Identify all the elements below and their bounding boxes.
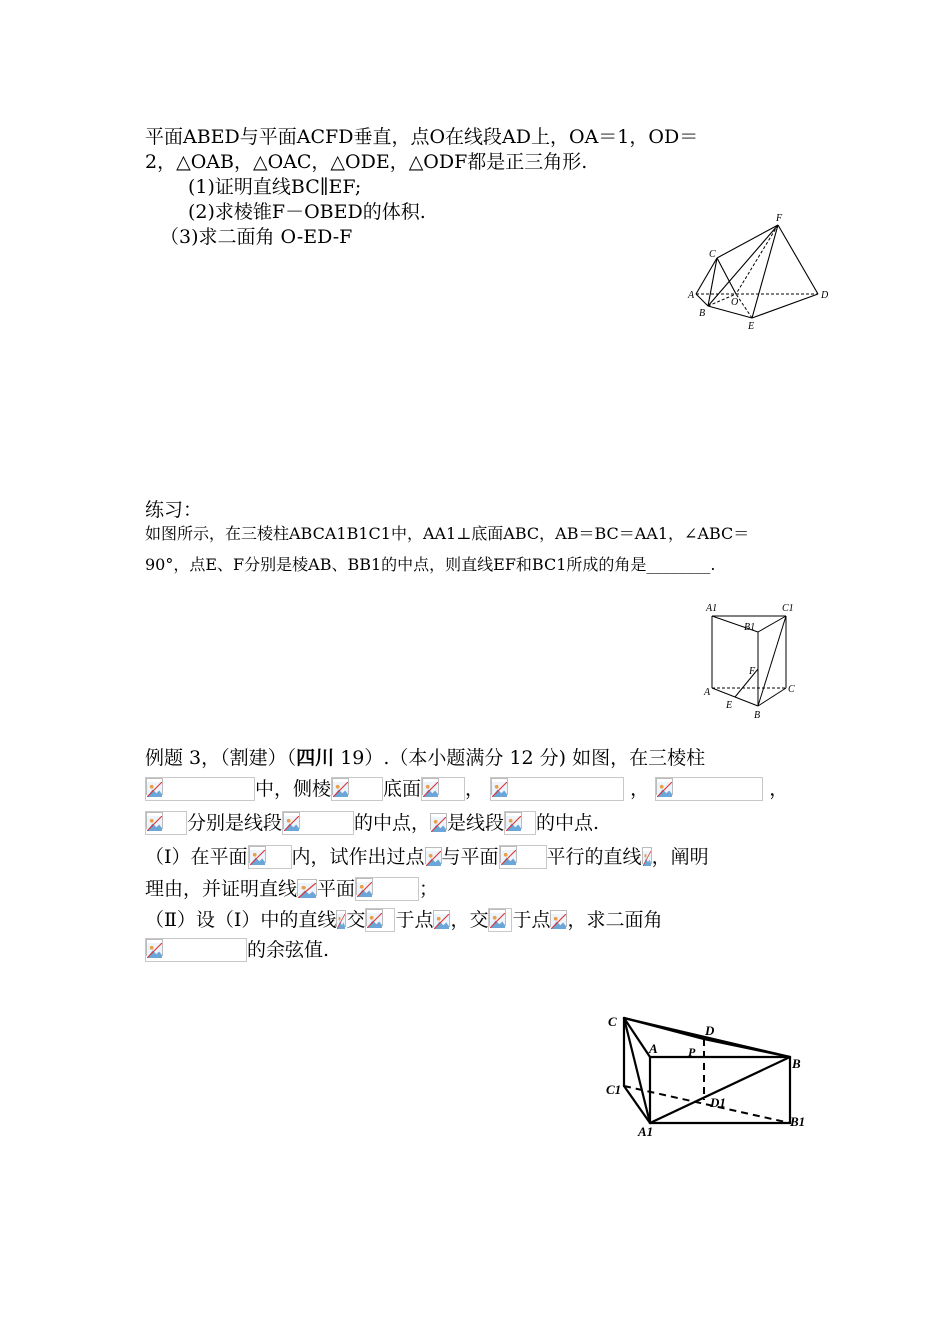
- example3-source: 四川: [296, 747, 335, 769]
- problem1-line1: 平面ABED与平面ACFD垂直，点O在线段AD上，OA＝1，OD＝: [145, 126, 699, 148]
- formula-placeholder: [488, 908, 512, 932]
- image-placeholder-icon: [422, 778, 439, 795]
- image-placeholder-icon: [430, 813, 447, 830]
- example3-line7: [145, 938, 329, 962]
- fig2-label-c: C: [788, 684, 795, 695]
- text-span: 的余弦值.: [247, 939, 330, 961]
- example3-intro: 例题 3，（割建）（: [145, 747, 297, 769]
- image-placeholder-icon: [642, 847, 652, 864]
- image-placeholder-icon: [491, 778, 508, 795]
- image-placeholder-icon: [433, 910, 450, 927]
- formula-placeholder: [355, 877, 419, 901]
- formula-placeholder: [655, 777, 763, 801]
- image-placeholder-icon: [249, 846, 266, 863]
- fig3-label-p: P: [688, 1045, 696, 1059]
- fig3-label-a1: A1: [638, 1124, 654, 1139]
- fig1-label-o: O: [731, 297, 739, 308]
- text-span: 的中点.: [536, 812, 600, 834]
- formula-placeholder: [145, 777, 255, 801]
- image-placeholder-icon: [356, 878, 373, 895]
- fig2-label-f: F: [749, 666, 756, 677]
- fig2-label-a: A: [704, 687, 711, 698]
- pyramid-figure: [680, 210, 840, 335]
- formula-placeholder: [282, 811, 354, 835]
- text-span: 平面: [317, 878, 356, 900]
- problem1-question-2: (2)求棱锥F－OBED的体积.: [188, 201, 426, 223]
- example3-intro-rest: 19）.（本小题满分 12 分) 如图，在三棱柱: [334, 747, 706, 769]
- image-placeholder-icon: [366, 909, 383, 926]
- fig3-label-c1: C1: [606, 1082, 622, 1097]
- text-span: 是线段: [447, 812, 505, 834]
- text-span: ，阐明: [651, 846, 709, 868]
- fig2-label-c1: C1: [782, 603, 794, 614]
- text-span: 的中点，: [354, 812, 431, 834]
- text-span: 于点: [512, 909, 551, 931]
- image-placeholder-icon: [500, 846, 517, 863]
- fig3-label-b: B: [792, 1056, 801, 1071]
- fig1-label-a: A: [688, 290, 695, 301]
- image-placeholder-icon: [146, 812, 163, 829]
- formula-placeholder: [504, 811, 536, 835]
- text-span: 平行的直线: [546, 846, 642, 868]
- fig1-label-c: C: [709, 249, 716, 260]
- text-span: ，: [465, 778, 485, 800]
- example3-line4: [145, 845, 709, 869]
- image-placeholder-icon: [332, 778, 349, 795]
- fig3-label-c: C: [608, 1014, 617, 1029]
- formula-placeholder: [421, 777, 465, 801]
- text-span: （Ⅱ）设（Ⅰ）中的直线: [145, 909, 337, 931]
- fig2-label-a1: A1: [706, 603, 718, 614]
- problem1-question-3: （3)求二面角 O-ED-F: [160, 226, 353, 248]
- text-span: ，求二面角: [567, 909, 663, 931]
- image-placeholder-icon: [283, 812, 300, 829]
- example3-line2: [145, 777, 788, 801]
- example3-line5: [145, 877, 438, 901]
- prism-figure: [700, 598, 810, 723]
- fig2-label-e: E: [726, 700, 733, 711]
- text-span: 交: [346, 909, 366, 931]
- text-span: 分别是线段: [187, 812, 283, 834]
- practice-heading: 练习：: [145, 499, 203, 521]
- practice-line1: 如图所示，在三棱柱ABCA1B1C1中，AA1⊥底面ABC，AB＝BC＝AA1，∠ABC＝: [145, 524, 750, 543]
- example3-line1: [145, 746, 705, 770]
- fig3-label-d1: D1: [710, 1095, 726, 1110]
- text-span: ，: [769, 778, 789, 800]
- text-span: （Ⅰ）在平面: [145, 846, 248, 868]
- text-span: 底面: [383, 778, 422, 800]
- image-placeholder-icon: [505, 812, 522, 829]
- formula-placeholder: [365, 908, 395, 932]
- formula-placeholder: [499, 845, 547, 869]
- image-placeholder-icon: [489, 909, 506, 926]
- image-placeholder-icon: [336, 910, 346, 927]
- problem1-line2: 2，△OAB，△OAC，△ODE，△ODF都是正三角形.: [145, 151, 588, 173]
- formula-placeholder: [145, 811, 187, 835]
- fig1-label-b: B: [699, 308, 706, 319]
- fig1-label-f: F: [776, 213, 783, 224]
- example3-line6: [145, 908, 663, 932]
- image-placeholder-icon: [146, 939, 163, 956]
- formula-placeholder: [145, 938, 247, 962]
- text-span: 于点: [395, 909, 434, 931]
- fig2-label-b: B: [754, 710, 761, 721]
- text-span: 与平面: [441, 846, 499, 868]
- fig2-label-b1: B1: [744, 622, 756, 633]
- fig3-label-b1: B1: [790, 1114, 806, 1129]
- text-span: ；: [419, 878, 439, 900]
- practice-line2: 90°，点E、F分别是棱AB、BB1的中点，则直线EF和BC1所成的角是________.: [145, 555, 716, 574]
- image-placeholder-icon: [656, 778, 673, 795]
- image-placeholder-icon: [297, 879, 317, 896]
- formula-placeholder: [490, 777, 624, 801]
- fig1-label-d: D: [821, 290, 829, 301]
- text-span: 内，试作出过点: [291, 846, 425, 868]
- text-span: ，: [630, 778, 650, 800]
- fig1-label-e: E: [748, 321, 755, 332]
- text-span: 中，侧棱: [255, 778, 332, 800]
- fig3-label-a: A: [649, 1041, 658, 1056]
- fig3-label-d: D: [705, 1023, 715, 1038]
- formula-placeholder: [331, 777, 383, 801]
- image-placeholder-icon: [425, 847, 442, 864]
- formula-placeholder: [248, 845, 292, 869]
- cut-prism-figure: [600, 1008, 815, 1148]
- image-placeholder-icon: [550, 910, 567, 927]
- example3-line3: [145, 811, 599, 835]
- text-span: ，交: [450, 909, 489, 931]
- text-span: 理由，并证明直线: [145, 878, 298, 900]
- image-placeholder-icon: [146, 778, 163, 795]
- problem1-question-1: (1)证明直线BC∥EF;: [188, 176, 362, 198]
